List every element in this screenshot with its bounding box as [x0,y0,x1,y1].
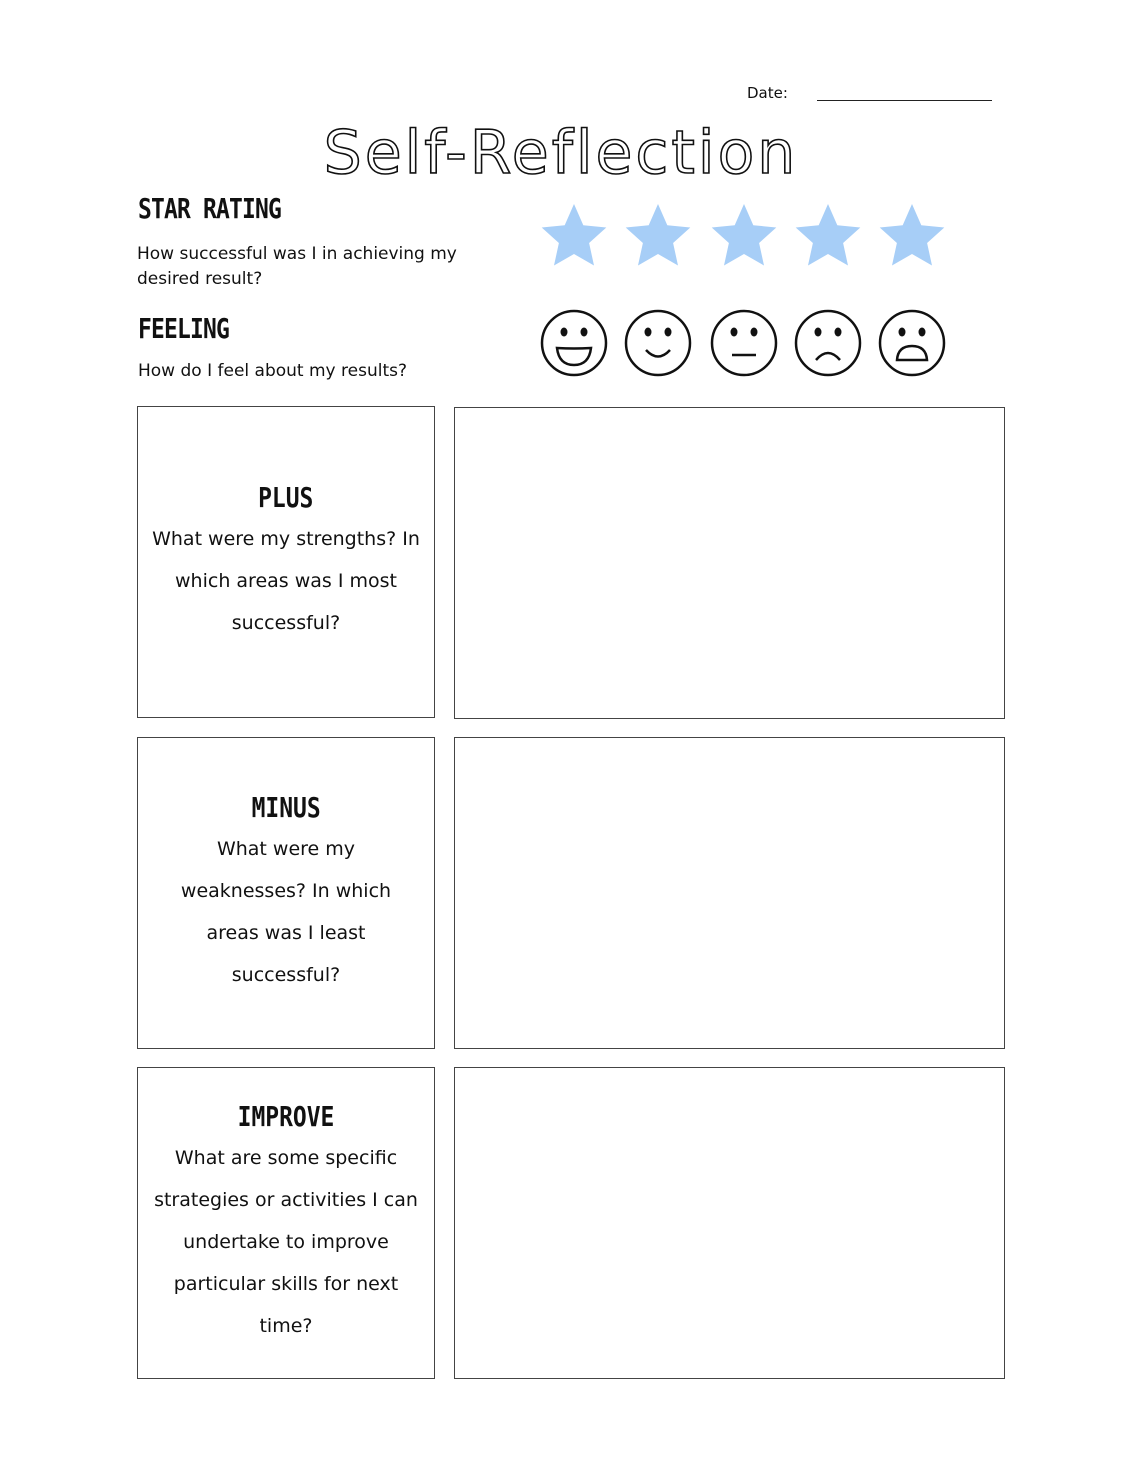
plus-answer-box[interactable] [454,407,1005,719]
improve-question: What are some specific strategies or activities I can undertake to improve particular skills for next time? [154,1146,418,1337]
date-label: Date: [747,84,788,102]
improve-heading: IMPROVE [237,1099,335,1133]
neutral-face-icon[interactable] [712,311,776,375]
date-input-line[interactable] [817,100,992,101]
feeling-row[interactable] [538,306,950,380]
star-icon[interactable] [796,204,861,266]
minus-prompt-box [137,737,435,1049]
star-icon[interactable] [880,204,945,266]
page-title: Self-Reflection [323,118,799,188]
feeling-heading: FEELING [138,312,230,345]
star-icon[interactable] [712,204,777,266]
upset-face-icon[interactable] [880,311,944,375]
star-rating-heading: STAR RATING [138,192,282,225]
very-happy-face-icon[interactable] [542,311,606,375]
plus-question: What were my strengths? In which areas was I most successful? [152,527,420,634]
star-icon[interactable] [542,204,607,266]
sad-face-icon[interactable] [796,311,860,375]
improve-answer-box[interactable] [454,1067,1005,1379]
plus-prompt-box [137,406,435,718]
happy-face-icon[interactable] [626,311,690,375]
star-icon[interactable] [626,204,691,266]
improve-prompt-box [137,1067,435,1379]
feeling-question: How do I feel about my results? [138,361,407,381]
minus-heading: MINUS [251,790,321,824]
minus-answer-box[interactable] [454,737,1005,1049]
star-rating-row[interactable] [538,202,950,274]
star-rating-question: How successful was I in achieving my desired result? [137,244,457,289]
minus-question: What were my weaknesses? In which areas was I least successful? [180,837,392,986]
plus-heading: PLUS [258,480,314,514]
